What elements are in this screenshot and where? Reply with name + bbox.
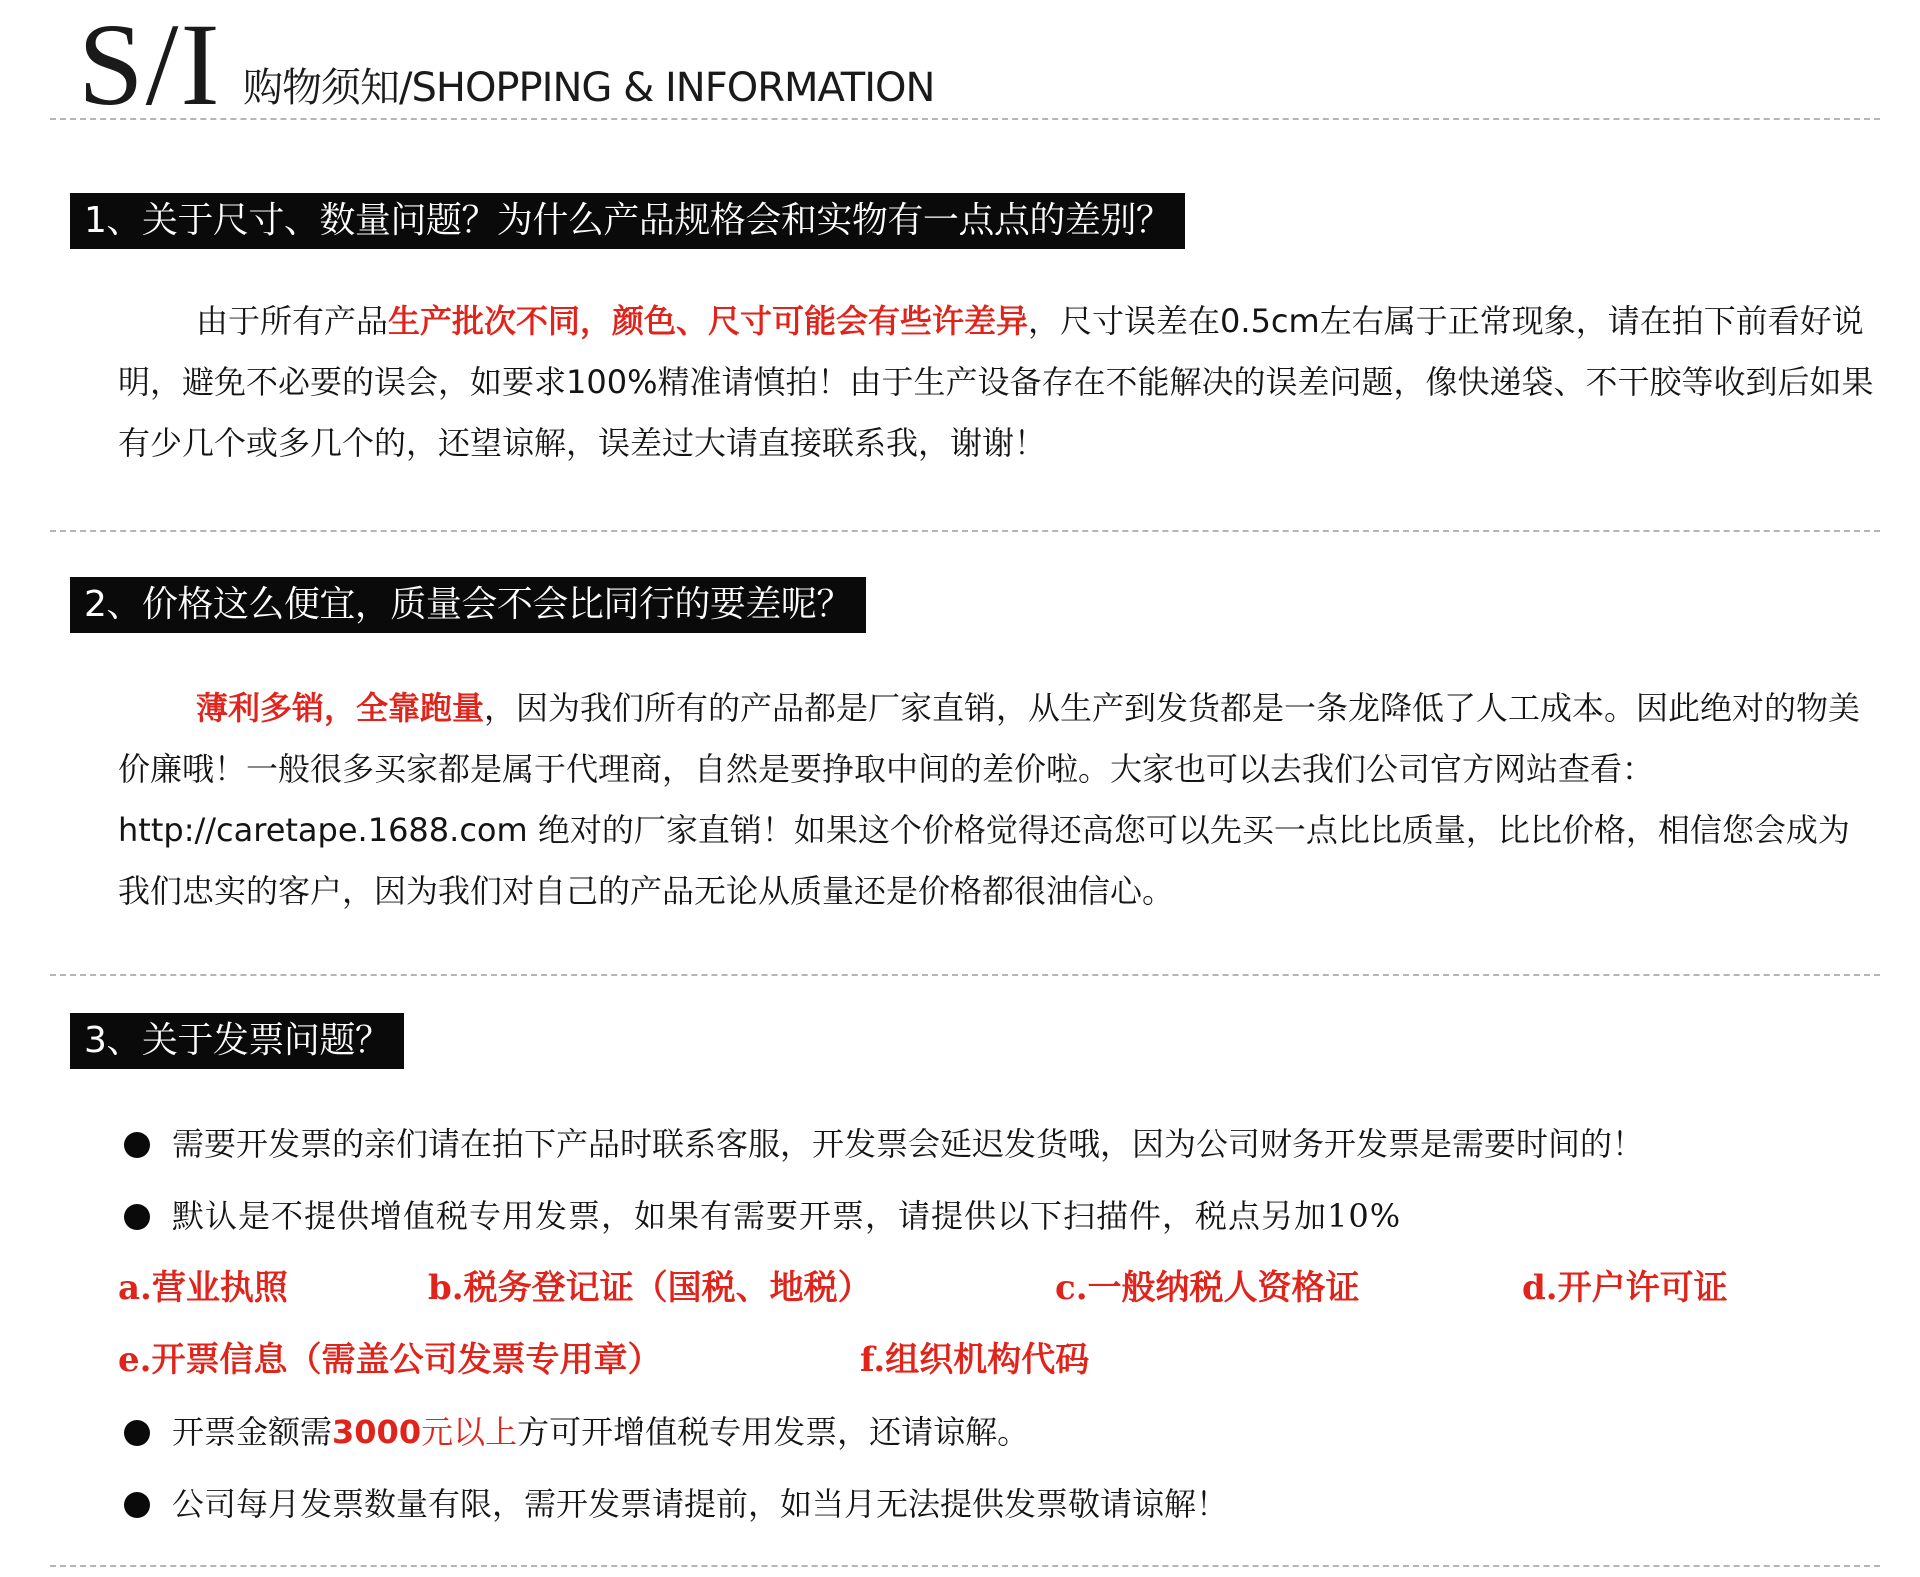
section-1-divider [50, 530, 1880, 532]
section-2-rest: ，因为我们所有的产品都是厂家直销，从生产到发货都是一条龙降低了人工成本。因此绝对的物美价廉哦！一般很多买家都是属于代理商，自然是要挣取中间的差价啦。大家也可以去我们公司官方网站查看：http://caretape.1688.com 绝对的厂家直销！如果这个价格觉得还高您可以先买一点比比质量，比比价格，相信您会成为我们忠实的客户，因为我们对自己的产品无论从质量还是价格都很油信心。 [118, 689, 1861, 910]
section-2-divider [50, 974, 1880, 976]
header-divider [50, 118, 1880, 120]
section-3-heading: 3、关于发票问题？ [70, 1013, 404, 1069]
section-1-heading: 1、关于尺寸、数量问题？为什么产品规格会和实物有一点点的差别？ [70, 193, 1185, 249]
section-2-heading: 2、价格这么便宜，质量会不会比同行的要差呢？ [70, 577, 866, 633]
invoice-bullet-1 [118, 1122, 1878, 1166]
invoice-bullet-1-text: 需要开发票的亲们请在拍下产品时联系客服，开发票会延迟发货哦，因为公司财务开发票是需要时间的！ [172, 1125, 1645, 1163]
requirement-a: a.营业执照 [118, 1268, 288, 1308]
invoice-bullet-4-text: 公司每月发票数量有限，需开发票请提前，如当月无法提供发票敬请谅解！ [172, 1485, 1229, 1523]
section-2-text [118, 678, 1878, 922]
invoice-bullet-3 [118, 1410, 1878, 1454]
invoice-amount-unit: 元以上 [421, 1413, 518, 1451]
page-title: 购物须知/SHOPPING & INFORMATION [243, 65, 935, 111]
invoice-bullet-2-text: 默认是不提供增值税专用发票，如果有需要开票，请提供以下扫描件，税点另加10% [172, 1197, 1402, 1235]
invoice-bullet-2 [118, 1194, 1878, 1238]
bullet-icon [124, 1492, 150, 1518]
requirement-d: d.开户许可证 [1522, 1268, 1728, 1308]
section-3-divider [50, 1565, 1880, 1567]
section-1-rest: ，尺寸误差在0.5cm左右属于正常现象，请在拍下前看好说明，避免不必要的误会，如要求100%精准请慎拍！由于生产设备存在不能解决的误差问题，像快递袋、不干胶等收到后如果有少几个或多几个的，还望谅解，误差过大请直接联系我，谢谢！ [118, 302, 1874, 462]
invoice-bullet-3-prefix: 开票金额需 [172, 1413, 333, 1451]
section-1-highlight: 生产批次不同，颜色、尺寸可能会有些许差异 [388, 302, 1029, 340]
requirement-e: e.开票信息（需盖公司发票专用章） [118, 1340, 662, 1380]
page-header [78, 0, 1878, 130]
requirement-c: c.一般纳税人资格证 [1055, 1268, 1360, 1308]
bullet-icon [124, 1420, 150, 1446]
requirement-b: b.税务登记证（国税、地税） [428, 1268, 872, 1308]
section-1-text [118, 291, 1878, 474]
requirement-f: f.组织机构代码 [860, 1340, 1090, 1380]
invoice-bullet-3-suffix: 方可开增值税专用发票，还请谅解。 [517, 1413, 1030, 1451]
si-logo: S/I [78, 0, 222, 130]
bullet-icon [124, 1204, 150, 1230]
section-2-highlight: 薄利多销，全靠跑量 [196, 689, 485, 727]
invoice-bullet-4 [118, 1482, 1878, 1526]
section-1-intro: 由于所有产品 [196, 302, 389, 340]
bullet-icon [124, 1132, 150, 1158]
invoice-min-amount: 3000 [332, 1413, 422, 1451]
